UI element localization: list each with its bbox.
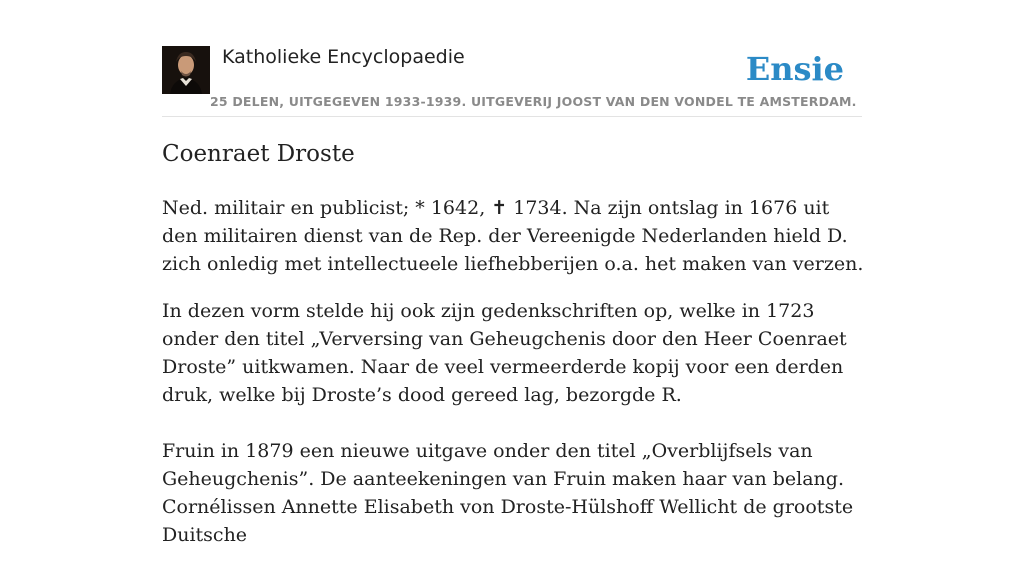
article-paragraph: In dezen vorm stelde hij ook zijn gedenkschriften op, welke in 1723 onder den titel „Verversing van Geheugchenis door den Heer Coenraet Droste” uitkwamen. Naar de veel vermeerderde kopij voor een derden druk, welke bij Droste’s dood gereed lag, bezorgde R. <box>162 300 847 406</box>
source-header <box>162 46 862 117</box>
article-title: Coenraet Droste <box>162 141 355 167</box>
source-title[interactable]: Katholieke Encyclopaedie <box>222 46 465 68</box>
portrait-icon <box>162 46 210 94</box>
article-paragraph: Ned. militair en publicist; * 1642, ✝ 1734. Na zijn ontslag in 1676 uit den militairen dienst van de Rep. der Vereenigde Nederlanden hield D. zich onledig met intellectueele liefhebberijen o.a. het maken van verzen. <box>162 197 864 275</box>
article <box>162 138 866 568</box>
article-paragraph: Fruin in 1879 een nieuwe uitgave onder den titel „Overblijfsels van Geheugchenis”. De aanteekeningen van Fruin maken haar van belang. Cornélissen Annette Elisabeth von Droste-Hülshoff Wellicht de grootste Duitsche <box>162 440 854 546</box>
source-avatar[interactable] <box>162 46 210 94</box>
brand-logo[interactable]: Ensie <box>745 50 844 88</box>
source-subtitle: 25 DELEN, UITGEGEVEN 1933-1939. UITGEVERIJ JOOST VAN DEN VONDEL TE AMSTERDAM. <box>210 94 857 109</box>
